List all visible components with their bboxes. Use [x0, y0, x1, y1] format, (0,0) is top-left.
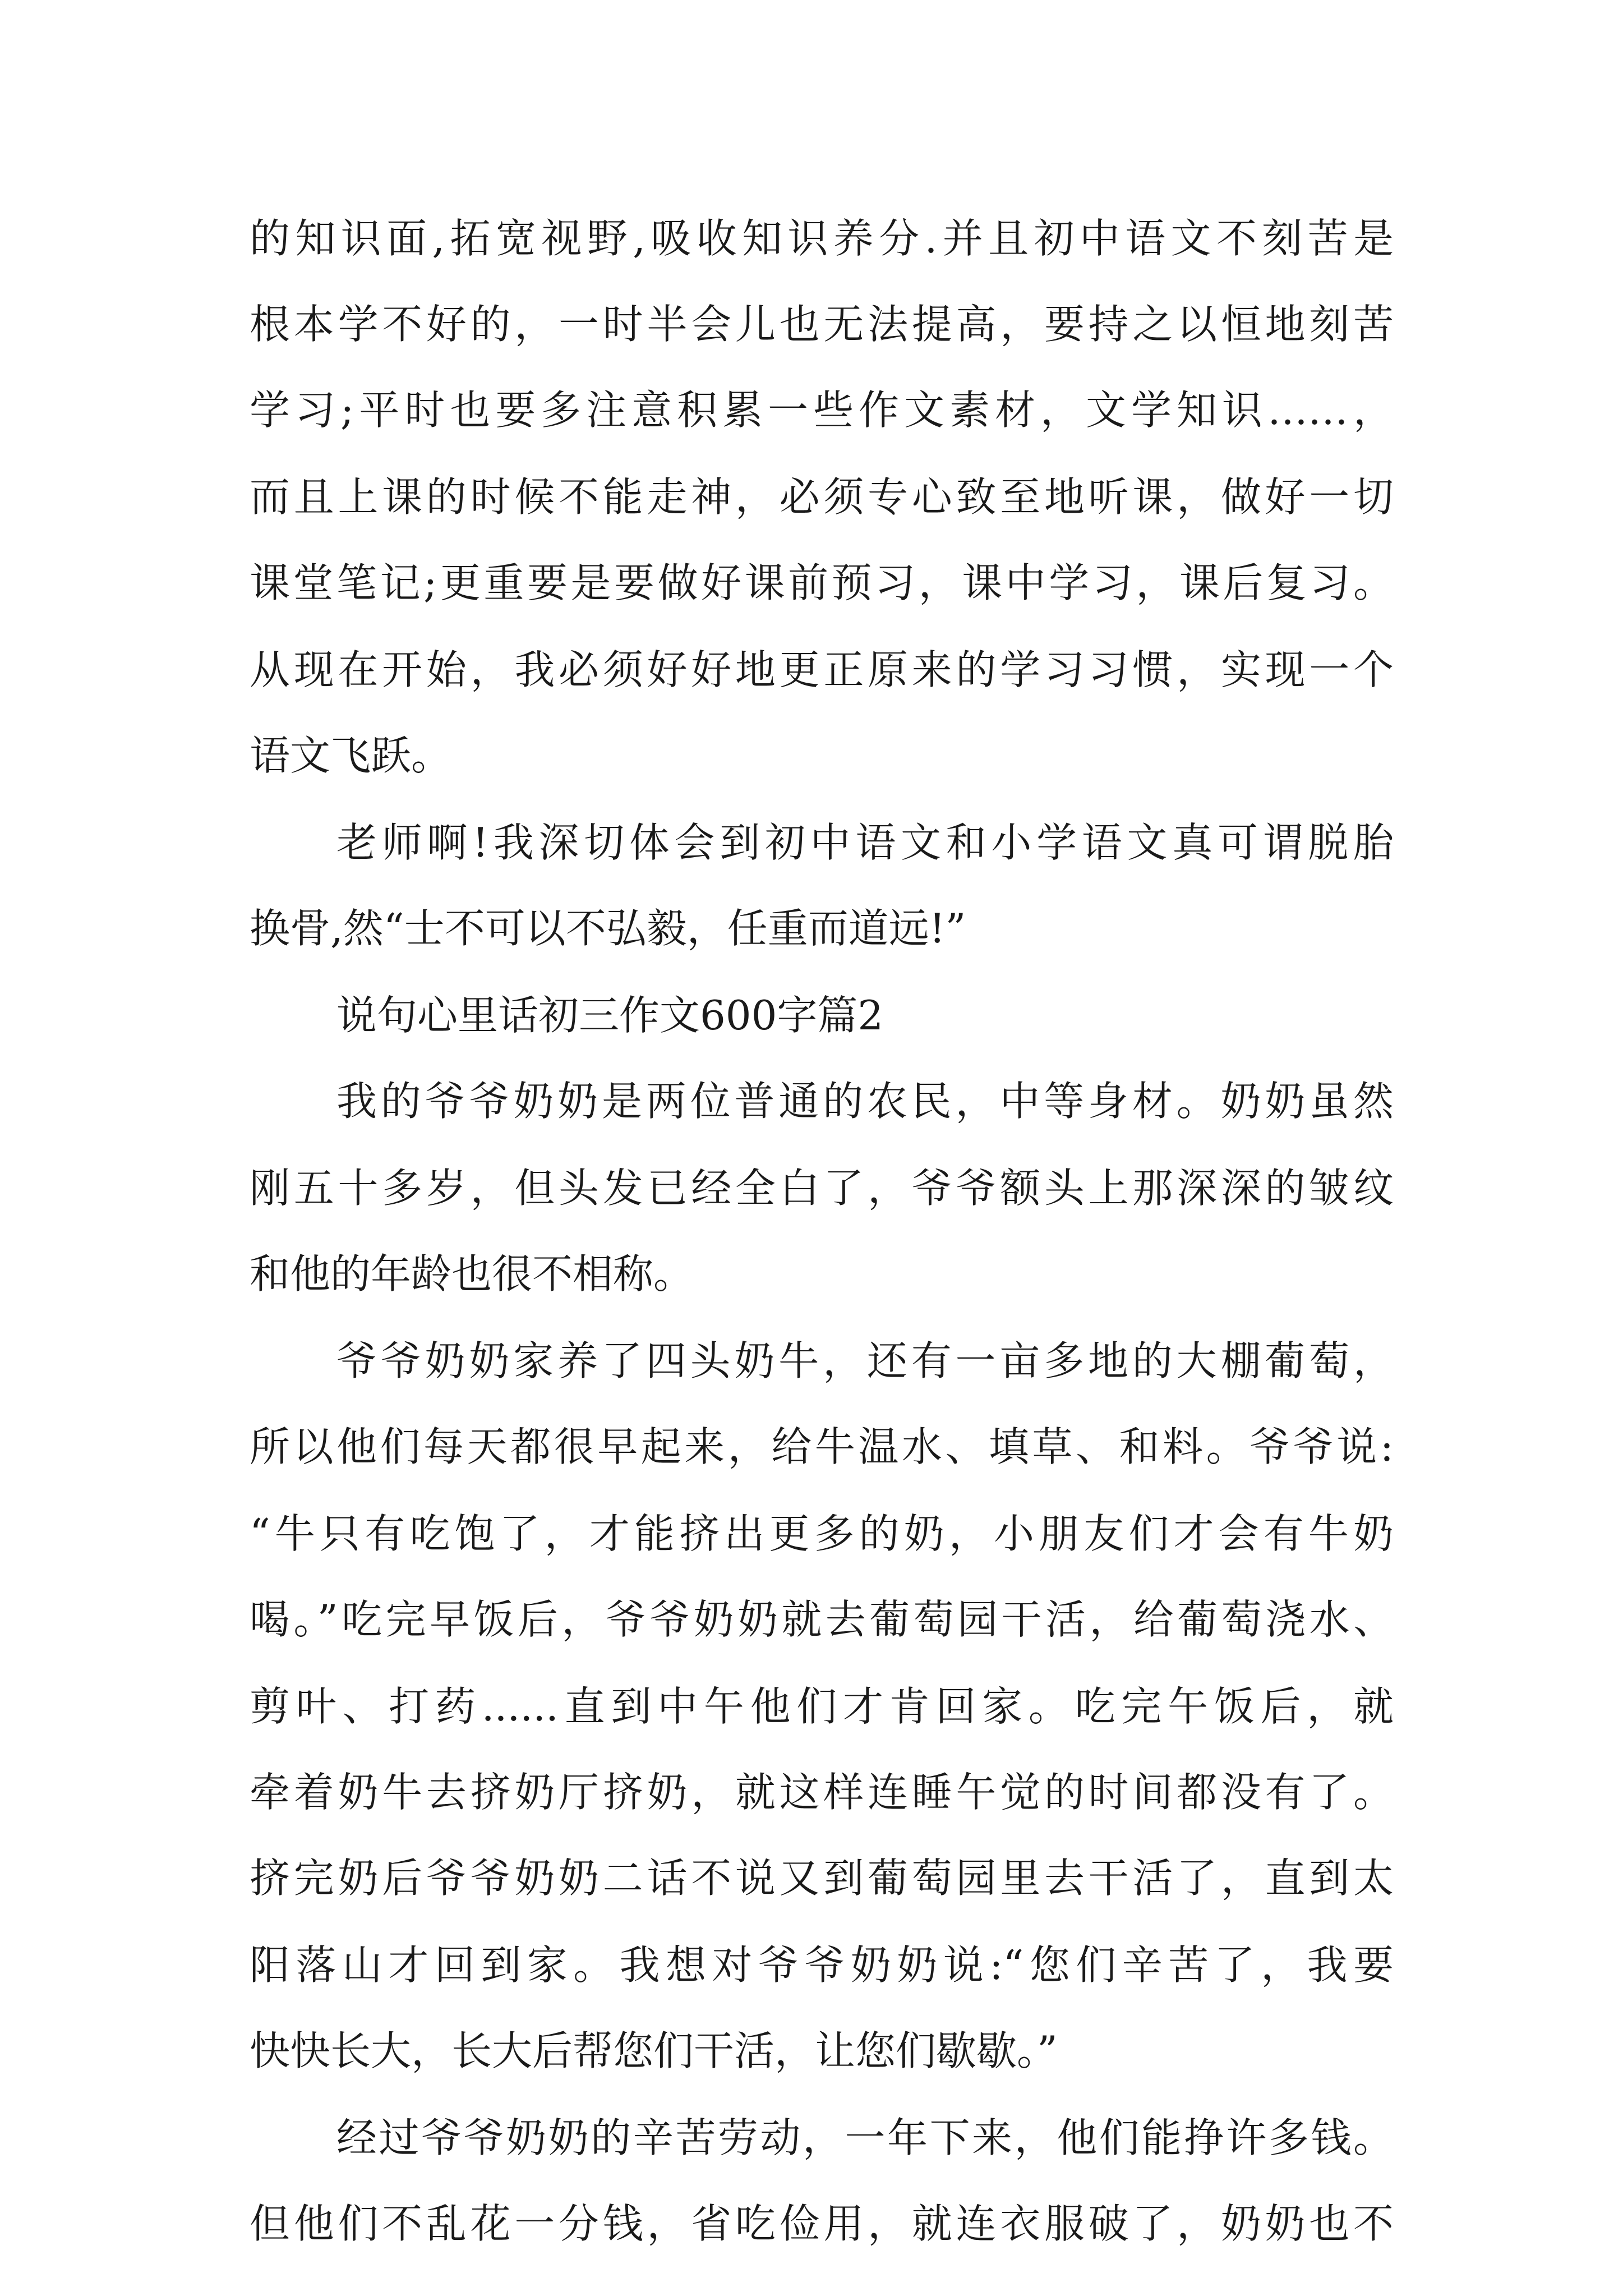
text-line: 而且上课的时候不能走神，必须专心致至地听课，做好一切 [250, 473, 1394, 521]
text-line: 根本学不好的，一时半会儿也无法提高，要持之以恒地刻苦 [250, 301, 1394, 348]
text-line: 爷爷奶奶家养了四头奶牛，还有一亩多地的大棚葡萄， [336, 1337, 1394, 1384]
text-line: 语文飞跃。 [250, 732, 452, 779]
text-line: 课堂笔记;更重要是要做好课前预习，课中学习，课后复习。 [250, 559, 1394, 606]
text-line: 快快长大，长大后帮您们干活，让您们歇歇。” [250, 2027, 1058, 2074]
text-line: 所以他们每天都很早起来，给牛温水、填草、和料。爷爷说: [250, 1423, 1394, 1470]
text-line: 的知识面,拓宽视野,吸收知识养分.并且初中语文不刻苦是 [250, 215, 1394, 262]
text-line: 经过爷爷奶奶的辛苦劳动，一年下来，他们能挣许多钱。 [336, 2114, 1394, 2161]
text-line: 喝。”吃完早饭后，爷爷奶奶就去葡萄园干活，给葡萄浇水、 [250, 1596, 1394, 1643]
text-line: 阳落山才回到家。我想对爷爷奶奶说:“您们辛苦了，我要 [250, 1941, 1394, 1989]
section-heading: 说句心里话初三作文600字篇2 [336, 992, 884, 1039]
text-line: 学习;平时也要多注意积累一些作文素材，文学知识……， [250, 386, 1394, 434]
text-line: 换骨,然“士不可以不弘毅，任重而道远!” [250, 905, 966, 952]
text-line: 但他们不乱花一分钱，省吃俭用，就连衣服破了，奶奶也不 [250, 2200, 1394, 2247]
text-line: 我的爷爷奶奶是两位普通的农民，中等身材。奶奶虽然 [336, 1078, 1394, 1125]
text-line: 牵着奶牛去挤奶厅挤奶，就这样连睡午觉的时间都没有了。 [250, 1769, 1394, 1816]
text-line: 刚五十多岁，但头发已经全白了，爷爷额头上那深深的皱纹 [250, 1165, 1394, 1212]
text-line: 和他的年龄也很不相称。 [250, 1250, 694, 1297]
text-line: 剪叶、打药......直到中午他们才肯回家。吃完午饭后，就 [250, 1683, 1394, 1730]
text-line: 老师啊!我深切体会到初中语文和小学语文真可谓脱胎 [336, 819, 1394, 866]
text-line: “牛只有吃饱了，才能挤出更多的奶，小朋友们才会有牛奶 [250, 1510, 1394, 1557]
text-line: 挤完奶后爷爷奶奶二话不说又到葡萄园里去干活了，直到太 [250, 1855, 1394, 1902]
text-line: 从现在开始，我必须好好地更正原来的学习习惯，实现一个 [250, 646, 1394, 693]
